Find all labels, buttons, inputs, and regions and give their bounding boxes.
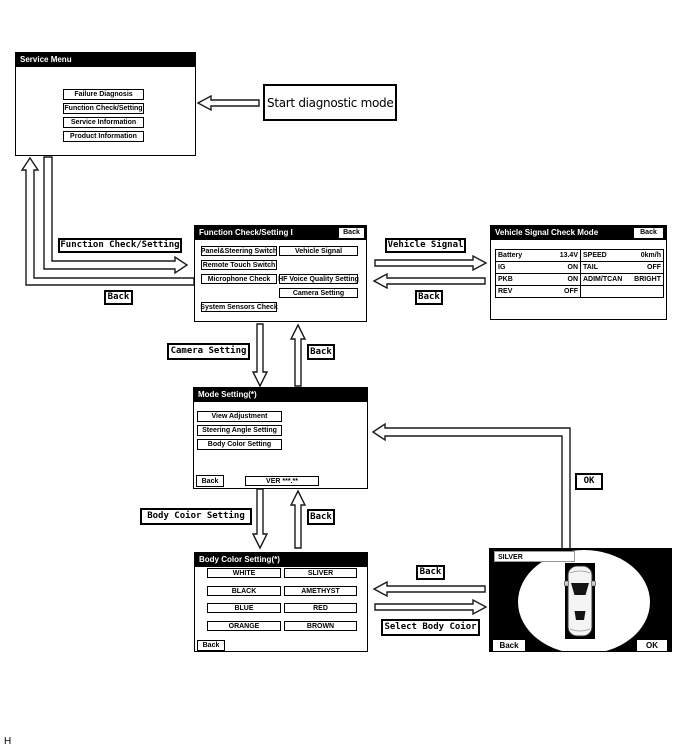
table-row <box>496 286 664 298</box>
arrow-vehicle-back-to-function <box>374 274 485 288</box>
table-row <box>496 262 664 274</box>
signal-label: Battery <box>496 250 544 262</box>
flow-ok-label: OK <box>575 473 603 490</box>
product-information-button[interactable]: Product Information <box>63 131 144 142</box>
camera-setting-button[interactable]: Camera Setting <box>279 288 358 298</box>
signal-label: SPEED <box>581 250 630 262</box>
preview-back-button[interactable]: Back <box>493 640 525 652</box>
flow-function-check-setting-label: Function Check/Setting <box>58 238 182 253</box>
color-black-button[interactable]: BLACK <box>207 586 281 596</box>
signal-label: TAIL <box>581 262 630 274</box>
body-color-screen <box>194 552 368 652</box>
mode-setting-titlebar <box>194 388 367 402</box>
arrow-preview-ok-to-mode <box>373 424 570 550</box>
version-label: VER ***.** <box>245 476 319 486</box>
function-check-back-button[interactable]: Back <box>339 228 364 238</box>
signal-value: 13.4V <box>544 250 581 262</box>
table-row <box>496 250 664 262</box>
color-amethyst-button[interactable]: AMETHYST <box>284 586 357 596</box>
color-white-button[interactable]: WHITE <box>207 568 281 578</box>
color-blue-button[interactable]: BLUE <box>207 603 281 613</box>
arrow-body-back-to-mode <box>291 491 305 548</box>
mode-setting-screen <box>193 387 368 489</box>
color-red-button[interactable]: RED <box>284 603 357 613</box>
remote-touch-switch-button[interactable]: Remote Touch Switch <box>202 261 276 269</box>
table-row <box>496 274 664 286</box>
service-menu-screen <box>15 52 196 156</box>
arrow-function-to-vehicle-signal <box>375 256 486 270</box>
arrow-mode-to-body-color <box>253 489 267 548</box>
hf-voice-quality-setting-button[interactable]: HF Voice Quality Setting <box>278 275 359 283</box>
arrow-start-to-service-menu <box>198 96 259 110</box>
steering-angle-setting-button[interactable]: Steering Angle Setting <box>197 425 282 436</box>
flow-back-from-preview-label: Back <box>416 565 445 580</box>
color-brown-button[interactable]: BROWN <box>284 621 357 631</box>
selected-color-field: SILVER <box>494 551 575 562</box>
signal-value: 0km/h <box>630 250 664 262</box>
arrow-body-select-to-preview <box>375 600 486 614</box>
signal-label: IG <box>496 262 544 274</box>
mode-setting-title: Mode Setting(*) <box>198 390 257 399</box>
color-silver-button[interactable]: SLIVER <box>284 568 357 578</box>
vehicle-signal-title: Vehicle Signal Check Mode <box>495 228 599 237</box>
mode-setting-back-button[interactable]: Back <box>196 475 224 487</box>
signal-value: ON <box>544 262 581 274</box>
flow-select-body-color-label: Select Body Coior <box>381 619 480 636</box>
vehicle-signal-button[interactable]: Vehicle Signal <box>279 246 358 256</box>
body-color-titlebar <box>195 553 367 567</box>
function-check-screen <box>194 225 367 322</box>
service-information-button[interactable]: Service Information <box>63 117 144 128</box>
signal-label <box>581 286 630 298</box>
signal-value: OFF <box>544 286 581 298</box>
panel-steering-switch-button[interactable]: Panel&Steering Switch <box>200 247 278 255</box>
signal-label: REV <box>496 286 544 298</box>
car-preview-screen <box>489 548 672 652</box>
flow-camera-setting-label: Camera Setting <box>167 343 250 360</box>
vehicle-signal-screen <box>490 225 667 320</box>
service-menu-titlebar <box>16 53 195 67</box>
start-diagnostic-mode-label: Start diagnostic mode <box>263 84 397 121</box>
function-check-setting-button[interactable]: Function Check/Setting <box>64 105 143 112</box>
body-color-back-button[interactable]: Back <box>197 640 225 651</box>
signal-value: ON <box>544 274 581 286</box>
signal-value <box>630 286 664 298</box>
flow-body-color-setting-label: Body Coior Setting <box>140 508 252 525</box>
signal-value: OFF <box>630 262 664 274</box>
car-top-view <box>490 549 672 652</box>
flow-back-from-vehicle-label: Back <box>415 290 443 305</box>
body-color-title: Body Color Setting(*) <box>199 555 280 564</box>
signal-label: ADIM/TCAN <box>581 274 630 286</box>
footer-letter: H <box>4 736 12 747</box>
flow-back-to-function-label: Back <box>307 344 335 360</box>
arrow-mode-back-to-function <box>291 325 305 386</box>
flow-vehicle-signal-label: Vehicle Signal <box>385 238 466 253</box>
arrow-service-to-function-check <box>44 157 187 273</box>
arrow-preview-back-to-body <box>374 582 485 596</box>
vehicle-signal-back-button[interactable]: Back <box>634 228 663 238</box>
system-sensors-check-button[interactable]: System Sensors Check <box>200 303 278 311</box>
preview-ok-button[interactable]: OK <box>637 640 667 652</box>
body-color-setting-button[interactable]: Body Color Setting <box>197 439 282 450</box>
failure-diagnosis-button[interactable]: Failure Diagnosis <box>63 89 144 100</box>
flow-back-to-service-label: Back <box>104 290 133 305</box>
view-adjustment-button[interactable]: View Adjustment <box>197 411 282 422</box>
vehicle-signal-table <box>495 249 664 298</box>
microphone-check-button[interactable]: Microphone Check <box>201 274 277 284</box>
arrow-function-to-mode-setting <box>253 324 267 386</box>
signal-value: BRIGHT <box>630 274 664 286</box>
signal-label: PKB <box>496 274 544 286</box>
service-menu-title: Service Menu <box>20 55 72 64</box>
color-orange-button[interactable]: ORANGE <box>207 621 281 631</box>
function-check-title: Function Check/Setting I <box>199 228 293 237</box>
flow-back-to-mode-label: Back <box>307 509 335 525</box>
